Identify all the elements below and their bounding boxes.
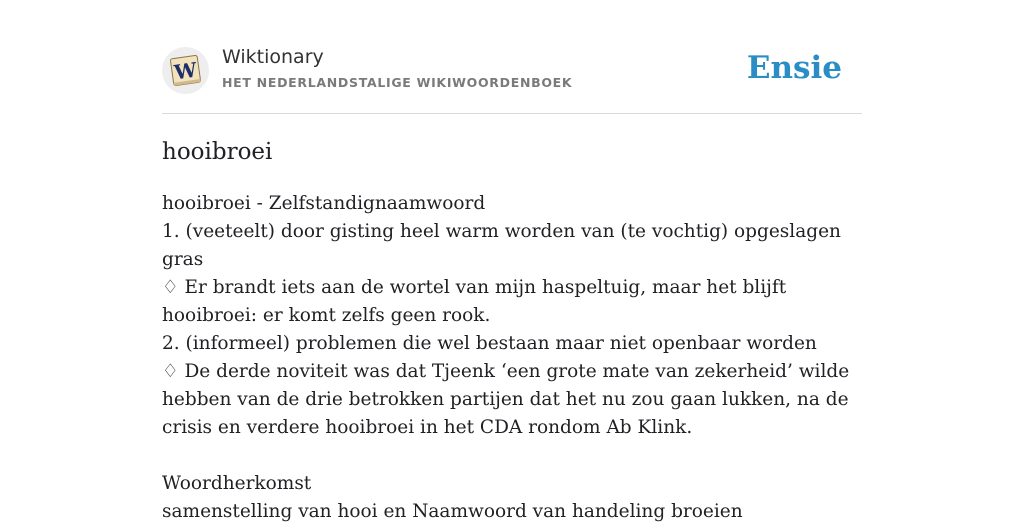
entry-line-pos: hooibroei - Zelfstandignaamwoord: [162, 193, 486, 214]
wiktionary-logo[interactable]: [162, 47, 209, 94]
header: [162, 0, 862, 114]
spacer: [162, 442, 864, 470]
entry-example-2: ♢ De derde noviteit was dat Tjeenk ‘een grote mate van zekerheid’ wilde hebben van de drie betrokken partijen dat het nu zou gaan lukken, na de crisis en verdere hooibroei in het CDA rondom Ab Klink.: [162, 361, 850, 438]
wiktionary-tile-icon: [162, 47, 209, 94]
etymology-text: samenstelling van hooi en Naamwoord van handeling broeien: [162, 501, 743, 522]
entry-body: [162, 190, 864, 526]
site-name: Wiktionary: [222, 46, 324, 68]
logo-letter: W: [172, 57, 199, 85]
entry-title: hooibroei: [162, 139, 273, 165]
entry-definition-1: 1. (veeteelt) door gisting heel warm worden van (te vochtig) opgeslagen gras: [162, 221, 841, 270]
etymology-heading: Woordherkomst: [162, 473, 312, 494]
entry-example-1: ♢ Er brandt iets aan de wortel van mijn haspeltuig, maar het blijft hooibroei: er komt zelfs geen rook.: [162, 277, 787, 326]
entry-definition-2: 2. (informeel) problemen die wel bestaan maar niet openbaar worden: [162, 333, 817, 354]
ensie-logo-link[interactable]: Ensie: [746, 50, 842, 86]
page: [162, 0, 862, 522]
site-tagline: HET NEDERLANDSTALIGE WIKIWOORDENBOEK: [222, 75, 573, 90]
